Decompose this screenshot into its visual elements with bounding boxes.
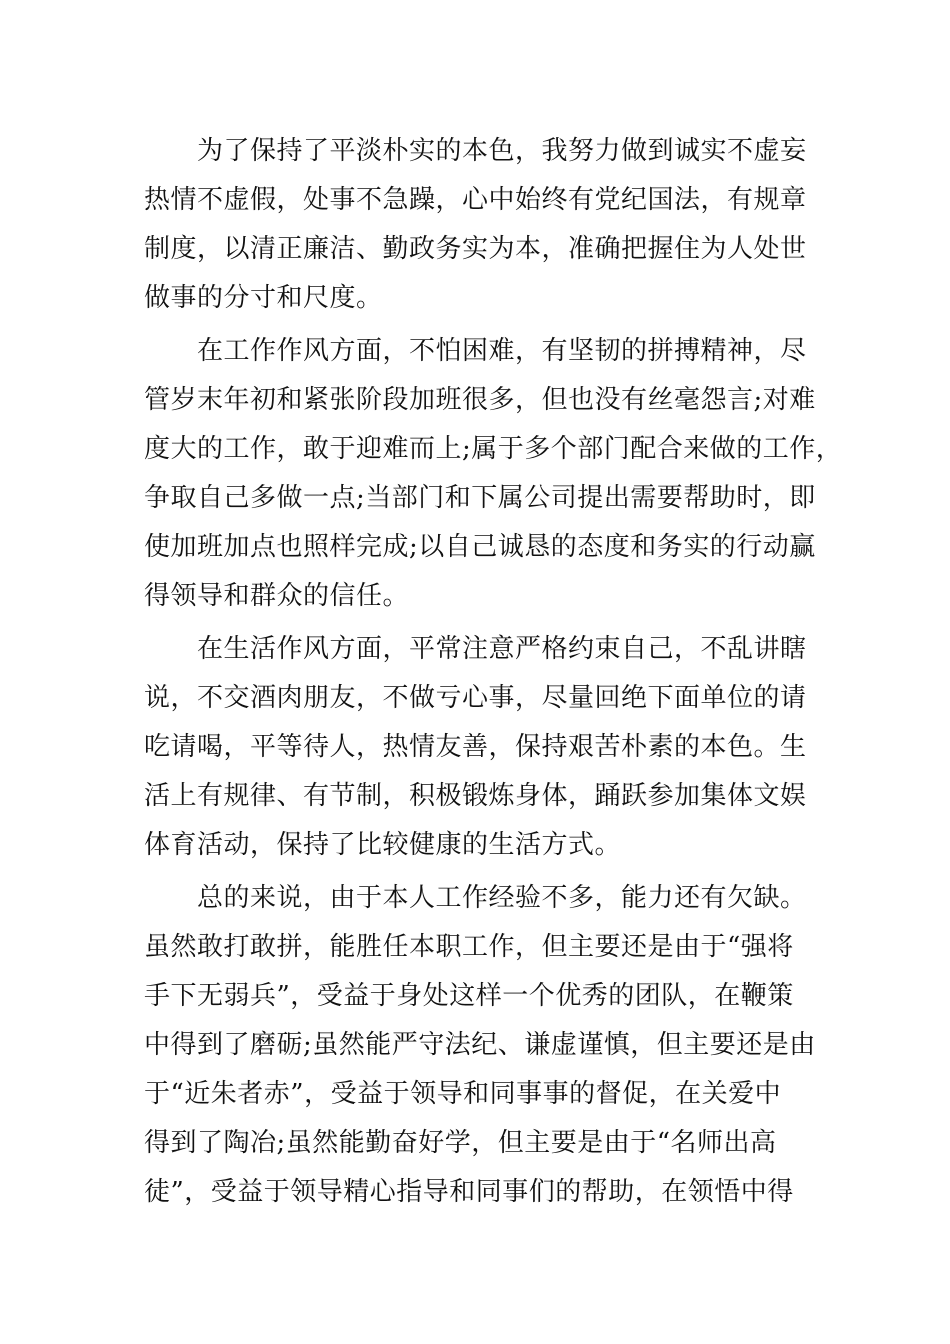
paragraph-4-line-3: 手下无弱兵”，受益于身处这样一个优秀的团队，在鞭策: [144, 981, 794, 1011]
paragraph-2-line-6: 得领导和群众的信任。: [144, 581, 410, 611]
paragraph-3-line-3: 吃请喝，平等待人，热情友善，保持艰苦朴素的本色。生: [144, 732, 807, 762]
paragraph-3-line-4: 活上有规律、有节制，积极锻炼身体，踊跃参加集体文娱: [144, 781, 807, 811]
paragraph-4-line-2: 虽然敢打敢拼，能胜任本职工作，但主要还是由于“强将: [144, 932, 794, 962]
paragraph-4-line-5: 于“近朱者赤”，受益于领导和同事事的督促，在关爱中: [144, 1079, 782, 1109]
paragraph-4-line-6: 得到了陶冶;虽然能勤奋好学，但主要是由于“名师出高: [144, 1128, 777, 1158]
paragraph-1-line-3: 制度，以清正廉洁、勤政务实为本，准确把握住为人处世: [144, 234, 807, 264]
paragraph-2-line-1: 在工作作风方面，不怕困难，有坚韧的拼搏精神，尽: [197, 336, 807, 366]
paragraph-2-line-3: 度大的工作，敢于迎难而上;属于多个部门配合来做的工作，: [144, 434, 843, 464]
paragraph-1-line-4: 做事的分寸和尺度。: [144, 283, 383, 313]
paragraph-3-line-5: 体育活动，保持了比较健康的生活方式。: [144, 830, 622, 860]
paragraph-1-line-2: 热情不虚假，处事不急躁，心中始终有党纪国法，有规章: [144, 185, 807, 215]
paragraph-4-line-7: 徒”，受益于领导精心指导和同事们的帮助，在领悟中得: [144, 1177, 794, 1207]
paragraph-2-line-4: 争取自己多做一点;当部门和下属公司提出需要帮助时，即: [144, 483, 816, 513]
paragraph-3-line-1: 在生活作风方面，平常注意严格约束自己，不乱讲瞎: [197, 634, 807, 664]
paragraph-4-line-1: 总的来说，由于本人工作经验不多，能力还有欠缺。: [197, 883, 807, 913]
paragraph-3-line-2: 说，不交酒肉朋友，不做亏心事，尽量回绝下面单位的请: [144, 683, 807, 713]
paragraph-2-line-2: 管岁末年初和紧张阶段加班很多，但也没有丝毫怨言;对难: [144, 385, 816, 415]
paragraph-1-line-1: 为了保持了平淡朴实的本色，我努力做到诚实不虚妄: [197, 136, 807, 166]
paragraph-2-line-5: 使加班加点也照样完成;以自己诚恳的态度和务实的行动赢: [144, 532, 816, 562]
paragraph-4-line-4: 中得到了磨砺;虽然能严守法纪、谦虚谨慎，但主要还是由: [144, 1030, 816, 1060]
